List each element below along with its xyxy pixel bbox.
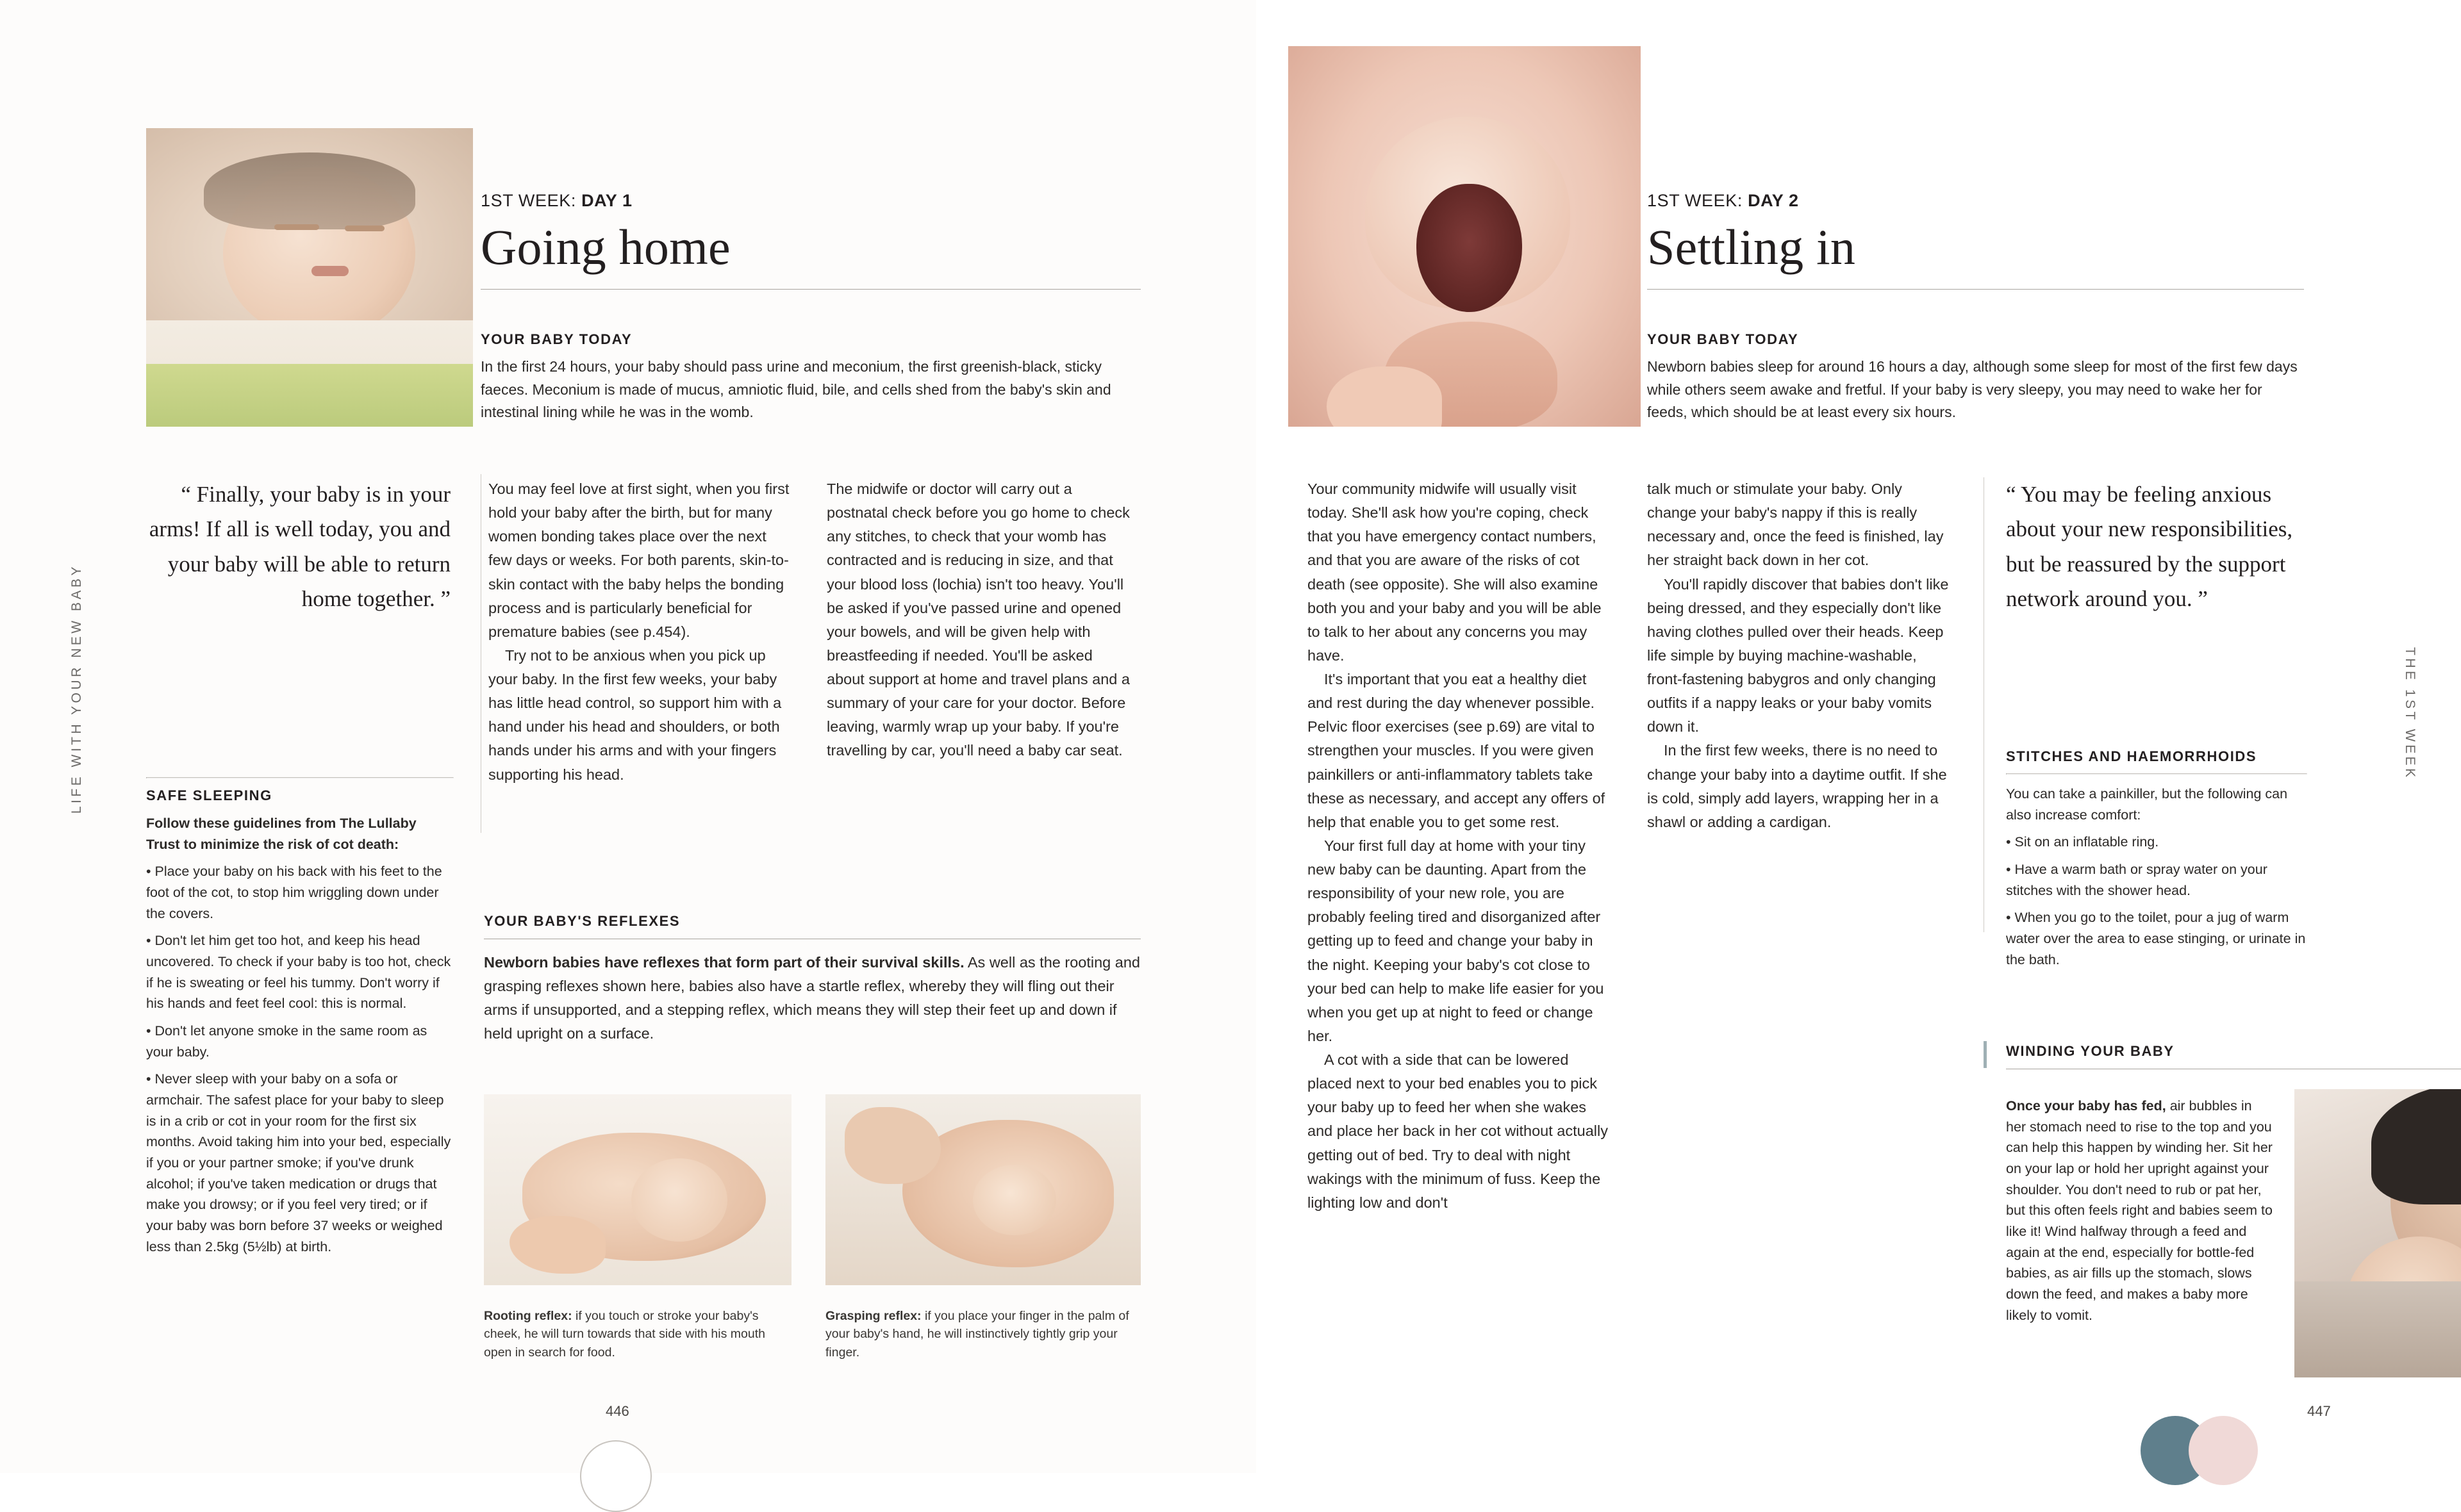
title-rule-right [1647,289,2304,290]
left-today-block [481,331,1141,424]
paragraph: A cot with a side that can be lowered placed next to your bed enables you to pick your baby up to feed her when she wakes and place her back in her cot without actually getting out of bed. Try to deal with night wakings with the minimum of fuss. Keep the lighting low and don't [1307,1051,1608,1211]
reflexes-block [484,913,1141,1046]
paragraph: The midwife or doctor will carry out a postnatal check before you go home to check any stitches, to check that your womb has contracted and is reducing in size, and that your blood loss (lochia) isn't too heavy. You'll be asked if you've passed urine and opened your bowels, and will be given help with breastfeeding if needed. You'll be asked about support at home and travel plans and a summary of your care for your doctor. Before leaving, warmly wrap up your baby. If you're travelling by car, you'll need a baby car seat. [827,481,1130,759]
list-item: • Don't let anyone smoke in the same room as your baby. [146,1021,454,1062]
safe-sleeping-label: SAFE SLEEPING [146,787,272,803]
left-page [0,0,1256,1473]
paragraph: Your community midwife will usually visit today. She'll ask how you're coping, check that you have emergency contact numbers, and that you are aware of the risks of cot death (see opposite). She will also examine both you and your baby and you will be able to talk to her about any concerns you may have. [1307,481,1602,664]
left-col-1 [488,477,790,787]
stitches-rule [2006,773,2307,775]
list-item: • Place your baby on his back with his feet to the foot of the cot, to stop him wriggling down under the covers. [146,861,454,924]
decorative-circle-pink [2189,1416,2258,1485]
decorative-circle-left [580,1440,652,1512]
right-pullquote: “ You may be feeling anxious about your new responsibilities, but be reassured by the support network around you. ” [2006,482,2293,611]
left-pullquote: “ Finally, your baby is in your arms! If all is well today, you and your baby will be able to return home together. ” [149,482,451,611]
safe-sleeping-rule [146,777,454,778]
right-kicker: 1ST WEEK: DAY 2 [1647,191,1799,210]
right-page [1256,0,2461,1473]
right-today-block [1647,331,2304,424]
page-title-left: Going home [481,219,731,275]
safe-sleeping-intro: Follow these guidelines from The Lullaby Trust to minimize the risk of cot death: [146,816,417,852]
paragraph: You may feel love at first sight, when you first hold your baby after the birth, but for many women bonding takes place over the next few days or weeks. For both parents, skin-to-skin contact with the baby helps the bonding process and is particularly beneficial for premature babies (see p.454). [488,481,790,640]
left-today-label: YOUR BABY TODAY [481,331,633,347]
winding-label: WINDING YOUR BABY [2006,1043,2175,1059]
reflexes-lead: Newborn babies have reflexes that form part of their survival skills. [484,954,965,971]
stitches-intro: You can take a painkiller, but the following can also increase comfort: [2006,786,2288,823]
right-header [1647,191,2304,290]
left-kicker: 1ST WEEK: DAY 1 [481,191,633,210]
safe-sleeping-block [146,772,454,1257]
folio-left: 446 [606,1403,629,1419]
caption-grasping: Grasping reflex: if you place your finger in the palm of your baby's hand, he will instinctively tightly grip your finger. [825,1309,1129,1360]
safe-sleeping-bullets [146,861,454,1257]
photo-rooting-reflex [484,1094,791,1285]
winding-text: Once your baby has fed, air bubbles in her stomach need to rise to the top and you can help this happen by winding her. Sit her on your lap or hold her upright against your shoulder. You don't need to rub or pat her, but this often feels right and babies seem to like it! Wind halfway through a feed and again at the end, especially for bottle-fed babies, as air fills up the stomach, slows down the feed, and makes a baby more likely to vomit. [2006,1098,2273,1323]
list-item: • Sit on an inflatable ring. [2006,832,2307,853]
reflexes-label: YOUR BABY'S REFLEXES [484,913,681,929]
paragraph: Your first full day at home with your tiny new baby can be daunting. Apart from the responsibility of your new role, you are probably feeling tired and disorganized after getting up to feed and change your baby in the night. Keeping your baby's cot close to your bed can help to make life easier for you when you get up at night to feed or change her. [1307,837,1604,1044]
left-header [481,191,1141,290]
right-today-text: Newborn babies sleep for around 16 hours a day, although some sleep for most of the first few days while others seem awake and fretful. If your baby is very sleepy, you may need to wake her for feeds, which should be at least every six hours. [1647,358,2298,421]
right-col-1 [1307,477,1615,1215]
list-item: • Never sleep with your baby on a sofa or armchair. The safest place for your baby to sleep is in a crib or cot in your room for the first six months. Avoid taking him into your bed, especially if you or your partner smoke; if you've drunk alcohol; if you've taken medication or drugs that make you drowsy; or if you feel very tired; or if your baby was born before 37 weeks or weighed less than 2.5kg (5½lb) at birth. [146,1069,454,1257]
list-item: • Don't let him get too hot, and keep his head uncovered. To check if your baby is too hot, check if he is sweating or feel his tummy. Don't worry if his hands and feet feel cool: this is normal. [146,930,454,1014]
running-head-left: LIFE WITH YOUR NEW BABY [69,564,84,814]
stitches-label: STITCHES AND HAEMORRHOIDS [2006,748,2257,764]
reflexes-text: As well as the rooting and grasping reflexes shown here, babies also have a startle reflex, whereby they will fling out their arms if unsupported, and a stepping reflex, which means they will step their feet up and down if held upright on a surface. [484,954,1140,1042]
paragraph: You'll rapidly discover that babies don't like being dressed, and they especially don't like having clothes pulled over their heads. Keep life simple by buying machine-washable, front-fastening babygros and only changing outfits if a nappy leaks or your baby vomits down it. [1647,575,1949,735]
photo-winding-baby [2294,1089,2461,1377]
winding-block [2006,1043,2461,1069]
running-head-right: THE 1ST WEEK [2403,647,2417,780]
paragraph: In the first few weeks, there is no need to change your baby into a daytime outfit. If she is cold, simply add layers, wrapping her in a shawl or adding a cardigan. [1647,742,1947,830]
page-title-right: Settling in [1647,219,1856,275]
list-item: • When you go to the toilet, pour a jug of warm water over the area to ease stinging, or urinate in the bath. [2006,907,2307,970]
left-today-text: In the first 24 hours, your baby should pass urine and meconium, the first greenish-black, sticky faeces. Meconium is made of mucus, amniotic fluid, bile, and cells shed from the baby's skin and intestinal lining while he was in the womb. [481,358,1111,421]
paragraph: It's important that you eat a healthy diet and rest during the day whenever possible. Pelvic floor exercises (see p.69) are vital to strengthen your muscles. If you were given painkillers or anti-inflammatory tablets take these as necessary, and accept any offers of help that enable you to get some rest. [1307,671,1605,830]
stitches-bullets [2006,832,2307,970]
winding-accent-bar [1984,1041,1987,1068]
title-rule-left [481,289,1141,290]
photo-sleeping-newborn [146,128,473,427]
photo-grasping-reflex [825,1094,1141,1285]
left-col-2 [827,477,1134,763]
folio-right: 447 [2307,1403,2331,1419]
caption-rooting: Rooting reflex: if you touch or stroke your baby's cheek, he will turn towards that side with his mouth open in search for food. [484,1309,765,1360]
list-item: • Have a warm bath or spray water on your stitches with the shower head. [2006,859,2307,901]
stitches-block [2006,748,2307,970]
right-col-2 [1647,477,1955,834]
paragraph: Try not to be anxious when you pick up your baby. In the first few weeks, your baby has little head control, so support him with a hand under his head and shoulders, or both hands under his arms and with your fingers supporting his head. [488,646,782,783]
photo-yawning-baby [1288,46,1641,427]
paragraph: talk much or stimulate your baby. Only change your baby's nappy if this is really necessary and, once the feed is finished, lay her straight back down in her cot. [1647,481,1944,569]
right-today-label: YOUR BABY TODAY [1647,331,1799,347]
